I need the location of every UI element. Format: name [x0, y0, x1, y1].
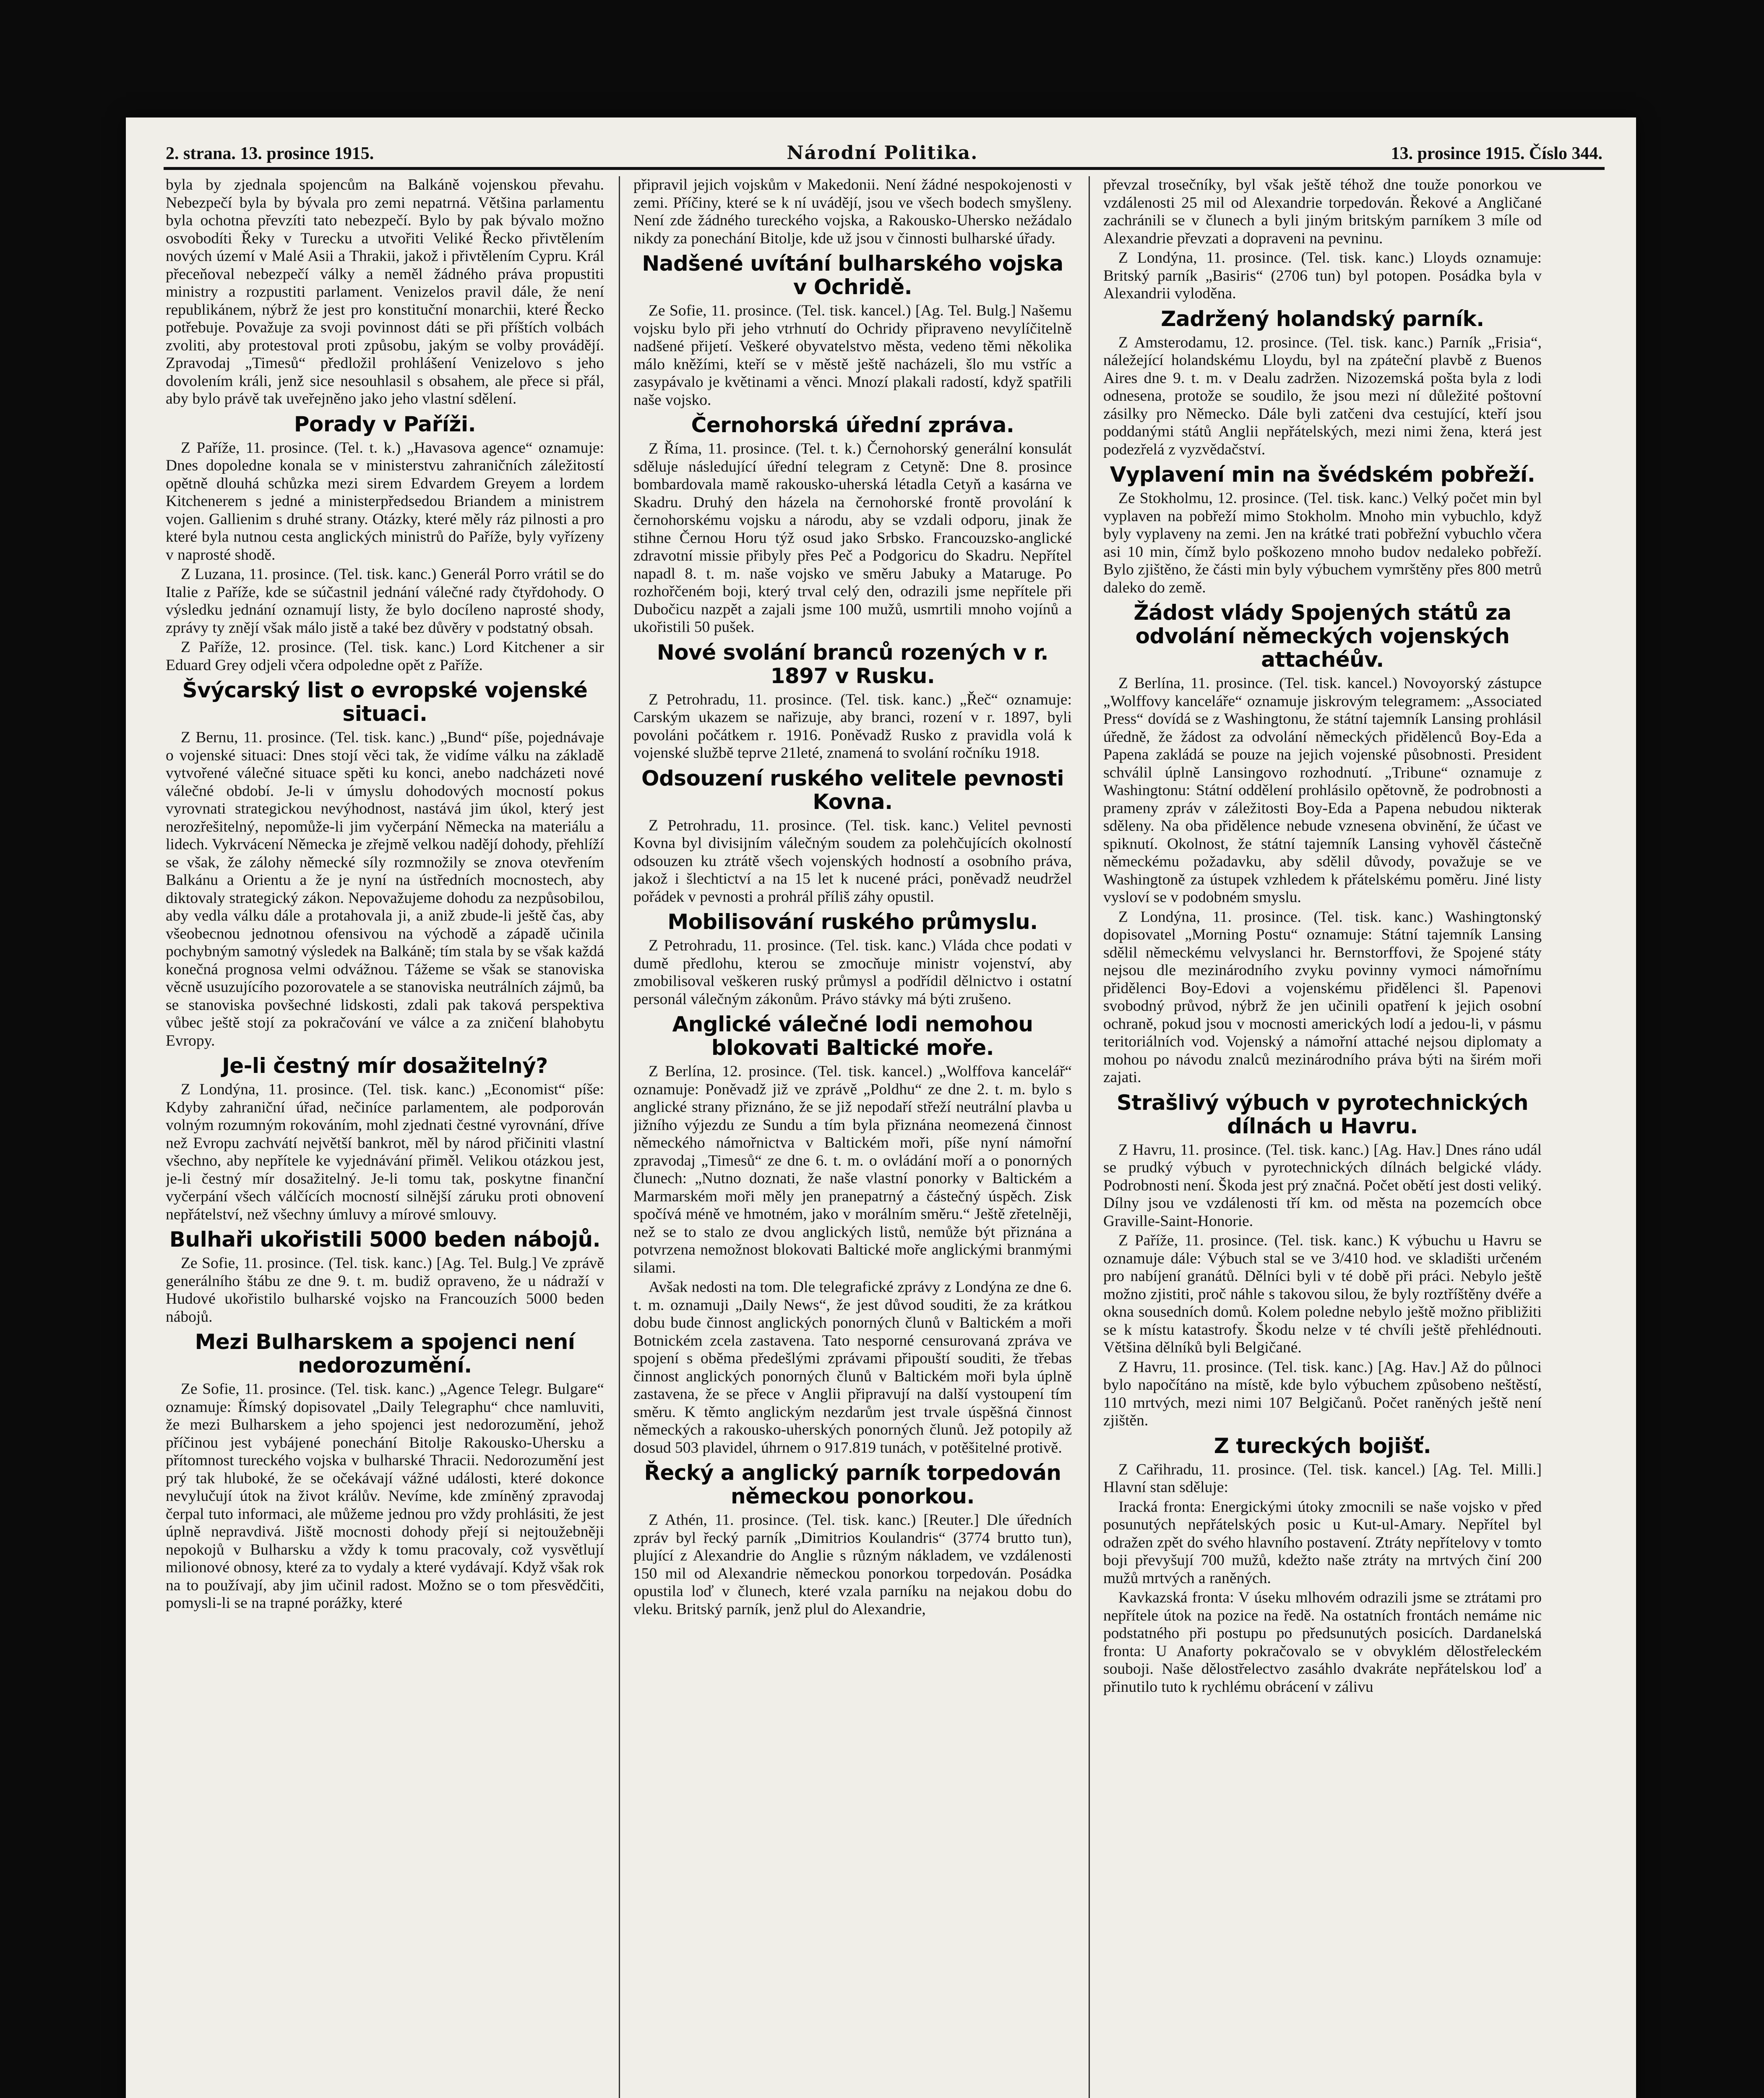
- article-paragraph: Z Berlína, 11. prosince. (Tel. tisk. kancel.) Novoyorský zástupce „Wolffovy kanceláře“ oznamuje jiskrovým telegramem: „Associated Press“ dovídá se z Washingtonu, že státní tajemník Lansing prohlásil úředně, že žádost za odvolání německých přidělenců Boy-Eda a Papena zakládá se pouze na jejich vojenské působnosti. President schválil úplně Lansingovo rozhodnutí. „Tribune“ oznamuje z Washingtonu: Státní oddělení prohlásilo opětovně, že podrobnosti a prameny zpráv v záležitosti Boy-Eda a Papena nebudou nikterak sděleny. Na oba přidělence nebude vznesena obvinění, že účast ve spiknutí. Okolnost, že státní tajemník Lansing vyhověl částečně německému požadavku, aby sdělil důvody, považuje se ve Washingtoně za ústupek vzhledem k přátelskému poměru. Jiné listy vysloví se v podobném smyslu.: [1103, 675, 1542, 906]
- article-paragraph: Kavkazská fronta: V úseku mlhovém odrazili jsme se ztrátami pro nepřítele útok na pozice na ředě. Na ostatních frontách nemáme nic podstatného při postupu po předsunutých posicích. Dardanelská fronta: U Anaforty pokračovalo se v obvyklém dělostřeleckém souboji. Naše dělostřelectvo zasáhlo dvakráte nepřátelskou loď a přinutilo tuto k rychlému obrácení v zálivu: [1103, 1589, 1542, 1696]
- article-paragraph: Z Athén, 11. prosince. (Tel. tisk. kanc.) [Reuter.] Dle úředních zpráv byl řecký parník „Dimitrios Koulandris“ (3774 brutto tun), plující z Alexandrie do Anglie s různým nákladem, ve vzdálenosti 150 mil od Alexandrie německou ponorkou torpedován. Posádka opustila loď v člunech, které vzala parníku na nejakou dobu do vleku. Britský parník, jenž plul do Alexandrie,: [633, 1511, 1072, 1618]
- column-divider: [1089, 176, 1090, 2098]
- masthead-title: Národní Politika.: [787, 142, 978, 164]
- article-paragraph: Z Berlína, 12. prosince. (Tel. tisk. kancel.) „Wolffova kancelář“ oznamuje: Poněvadž již ve zprávě „Poldhu“ ze dne 2. t. m. bylo s anglické strany přiznáno, že se již nepodaří střeží neutrální plavba u jižního výjezdu ze Sundu a tím byla přiznána neomezená činnost německého námořnictva v Baltickém moři, píše nyní námořní zpravodaj „Timesů“ ze dne 6. t. m. o ovládání moří a o ponorných člunech: „Nutno doznati, že naše vlastní ponorky v Baltickém a Marmarském moři měly jen pranepatrný a částečný úspěch. Zisk spočívá méně ve hmotném, jako v morálním směru.“ Ještě zřetelněji, než se to stalo ze dvou anglických listů, nemůže být přiznána a potvrzena nemožnost blokovati Baltické moře anglickými branmými silami.: [633, 1063, 1072, 1276]
- headline: Mobilisování ruského průmyslu.: [667, 910, 1038, 934]
- article-paragraph: Z Cařihradu, 11. prosince. (Tel. tisk. kancel.) [Ag. Tel. Milli.] Hlavní stan sděluje:: [1103, 1461, 1542, 1496]
- article-paragraph: Z Havru, 11. prosince. (Tel. tisk. kanc.) [Ag. Hav.] Dnes ráno udál se prudký výbuch v pyrotechnických dílnách belgické vlády. Podrobnosti není. Škoda jest prý značná. Počet obětí jest dosti veliký. Dílny jsou ve vzdálenosti tří km. od města na pozemcích obce Graville-Saint-Honorie.: [1103, 1141, 1542, 1230]
- article-paragraph: Ze Sofie, 11. prosince. (Tel. tisk. kanc.) „Agence Telegr. Bulgare“ oznamuje: Římský dopisovatel „Daily Telegraphu“ chce namluviti, že mezi Bulharskem a jeho spojenci jest nedorozumění, jehož příčinou jest vybájené ponechání Bitolje Rakousko-Uhersku a přítomnost tureckého vojska v bulharské Thracii. Nedorozumění jest prý tak hluboké, že se očekávají vážné události, které dokonce nevylučují útok na život králův. Nevíme, kde zmíněný zpravodaj čerpal tuto informaci, ale můžeme jednou pro vždy prohlásiti, že jest úplně nepravdivá. Jiště mocnosti dohody přejí si nejtoužebněji nepokojů v Bulharsku a vždy k tomu pracovaly, což vysvětlují milionové obnosy, které za to vydaly a které vydávají. Když však rok na to používají, aby jim učinil radost. Možno se o tom přesvědčiti, pomysli-li se na trapné porážky, které: [166, 1380, 604, 1612]
- article-paragraph: Avšak nedosti na tom. Dle telegrafické zprávy z Londýna ze dne 6. t. m. oznamuji „Daily News“, že jest důvod souditi, že za krátkou dobu bude činnost anglických ponorných člunů v Baltickém a moři Botnickém zcela zastavena. Tato nesporné censurovaná zpráva ve spojení s oběma předešlými zprávami připouští souditi, že třebas činnost anglických ponorných člunů v Baltickém moři byla úplně zastavena, že se přece v Anglii připravují na další vystoupení tím směru. K těmto anglickým nezdarům jest trvale úspěšná činnost německých a rakousko-uherských ponorných člunů. Jež potopily až dosud 503 plavidel, úhrnem o 917.819 tunách, v potěšitelné protivě.: [633, 1279, 1072, 1456]
- article-paragraph: Ze Stokholmu, 12. prosince. (Tel. tisk. kanc.) Velký počet min byl vyplaven na pobřeží mimo Stokholm. Mnoho min vybuchlo, když byly vyplaveny na zemi. Jen na krátké trati pobřežní vybuchlo včera asi 10 min, čímž bylo poškozeno mnoho budov nedaleko pobřeží. Bylo zjištěno, že části min byly výbuchem vymrštěny přes 800 metrů daleko do země.: [1103, 490, 1542, 596]
- headline: Švýcarský list o evropské vojenské situaci.: [182, 678, 588, 726]
- article-paragraph: Iracká fronta: Energickými útoky zmocnili se naše vojsko v před posunutých nepřátelských posic u Kut-ul-Amary. Nepřítel byl odražen zpět do svého hlavního postavení. Ztráty nepřítelovy v tomto boji převyšují 700 mužů, kdežto naše ztráty na mrtvých činí 200 mužů mrtvých a raněných.: [1103, 1498, 1542, 1587]
- headline: Nové svolání branců rozených v r. 1897 v Rusku.: [657, 640, 1049, 688]
- article-paragraph: připravil jejich vojskům v Makedonii. Není žádné nespokojenosti v zemi. Příčiny, které se k ní uvádějí, jsou ve všech bodech smyšleny. Není zde žádného tureckého vojska, a Rakousko-Uhersko nežádalo nikdy za ponechání Bitolje, kde už jsou v činnosti bulharské úřady.: [633, 176, 1072, 247]
- article-paragraph: byla by zjednala spojencům na Balkáně vojenskou převahu. Nebezpečí byla by bývala pro zemi nepatrná. Většina parlamentu byla ochotna převzíti tato nebezpečí. Bylo by pak bývalo možno osvobodíti Řeky v Turecku a utvořiti Veliké Řecko přivtělením nových území v Malé Asii a Thrakii, jakož i přivtělením Cypru. Král přeceňoval nebezpečí války a neměl žádného práva propustiti ministry a rozpustiti parlament. Venizelos pravil dále, že není republikánem, nýbrž že jest pro konstituční monarchii, které Řecko potřebuje. Považuje za svoji povinnost dáti se při příštích volbách zvoliti, aby protestoval proti způsobu, jakým se volby provádějí. Zpravodaj „Timesů“ předložil prohlášení Venizelovo s jeho dovolením králi, jenž sice nesouhlasil s obsahem, ale přece si přál, aby bylo právě tak uveřejněno jako jeho vlastní sdělení.: [166, 176, 604, 407]
- header-right: 13. prosince 1915. Číslo 344.: [1391, 144, 1602, 163]
- column-divider: [619, 176, 620, 2098]
- article-paragraph: Z Havru, 11. prosince. (Tel. tisk. kanc.) [Ag. Hav.] Až do půlnoci bylo napočítáno na místě, kde bylo výbuchem způsobeno neštěstí, 110 mrtvých, mezi nimi 107 Belgičanů. Počet raněných ještě není zjištěn.: [1103, 1358, 1542, 1429]
- article-paragraph: Z Říma, 11. prosince. (Tel. t. k.) Černohorský generální konsulát sděluje následující úřední telegram z Cetyně: Dne 8. prosince bombardovala mamě rakousko-uherská létadla Cetyň a kasárna ve Skadru. Druhý den házela na černohorské frontě provolání k černohorskému vojsku a národu, aby se vzdali odporu, jinak že stihne Černou Horu týž osud jako Srbsko. Francouzsko-anglické zdravotní missie přibyly přes Peč a Podgoricu do Skadru. Nepřítel napadl 8. t. m. naše vojsko ve směru Jabuky a Mataruge. Po rozhořčeném boji, který trval celý den, odrazili jsme nepřítele při Dubočicu nazpět a zajali jsme 100 mužů, usmrtili mnoho vojínů a ukořistili 50 pušek.: [633, 440, 1072, 636]
- headline: Zadržený holandský parník.: [1161, 306, 1484, 331]
- article-paragraph: Z Londýna, 11. prosince. (Tel. tisk. kanc.) Washingtonský dopisovatel „Morning Postu“ oznamuje: Státní tajemník Lansing sdělil německému velvyslanci hr. Bernstorffovi, že Spojené státy nejsou dle mezinárodního zvyku povinny vymoci námořnímu přidělenci Boy-Edovi a vojenskému přidělenci šl. Papenovi svobodný průvod, nýbrž že jen učinili opatření k jejich osobní ochraně, pokud jsou v mocnosti amerických lodí a jedou-li, v pásmu teritoriálních vod. Vojenský a námořní attaché nejsou diplomaty a mohou po návodu znalců mezinárodního práva býti na širém moři zajati.: [1103, 908, 1542, 1086]
- headline: Strašlivý výbuch v pyrotechnických dílnách u Havru.: [1116, 1090, 1529, 1138]
- article-paragraph: Z Luzana, 11. prosince. (Tel. tisk. kanc.) Generál Porro vrátil se do Italie z Paříže, kde se súčastnil jednání válečné rady čtyřdohody. O výsledku jednání oznamují listy, že bylo docíleno naprosté shody, zprávy ty znějí však málo jistě a také bez důvěry v podstatný obsah.: [166, 566, 604, 637]
- headline: Mezi Bulharskem a spojenci není nedorozumění.: [195, 1330, 575, 1378]
- column-2: [633, 176, 1072, 2098]
- page-header: [166, 134, 1602, 164]
- article-paragraph: Z Amsterodamu, 12. prosince. (Tel. tisk. kanc.) Parník „Frisia“, náležející holandskému Lloydu, byl na zpáteční plavbě z Buenos Aires dne 9. t. m. v Dealu zadržen. Nizozemská pošta byla z lodi odnesena, protože se soudilo, že jsou mezi ní důležité poštovní zásilky pro Německo. Dále byli zatčeni dva cestující, kteří jsou poddanými států Anglii nepřátelských, mezi nimi žena, která jest podezřelá z vyzvědačství.: [1103, 334, 1542, 458]
- column-3: [1103, 176, 1542, 2098]
- headline: Anglické válečné lodi nemohou blokovati Baltické moře.: [672, 1012, 1033, 1060]
- headline: Černohorská úřední zpráva.: [691, 413, 1014, 437]
- column-1: [166, 176, 604, 2098]
- article-paragraph: Ze Sofie, 11. prosince. (Tel. tisk. kancel.) [Ag. Tel. Bulg.] Našemu vojsku bylo při jeho vtrhnutí do Ochridy připraveno nevylíčitelně nadšené přijetí. Veškeré obyvatelstvo města, vedeno těmi několika málo kněžími, kteří se v městě ještě nacházeli, šlo mu vstříc a zasypávalo je květinami a věnci. Mnozí plakali radostí, když spatřili naše vojsko.: [633, 302, 1072, 409]
- article-paragraph: Z Paříže, 12. prosince. (Tel. tisk. kanc.) Lord Kitchener a sir Eduard Grey odjeli včera odpoledne opět z Paříže.: [166, 639, 604, 674]
- article-paragraph: Z Petrohradu, 11. prosince. (Tel. tisk. kanc.) Vláda chce podati v dumě předlohu, kterou se zmocňuje ministr vojenství, aby zmobilisoval veškeren ruský průmysl a podřídil dělnictvo i ostatní personál válečným zákonům. Právo stávky má býti zrušeno.: [633, 937, 1072, 1008]
- article-paragraph: Z Londýna, 11. prosince. (Tel. tisk. kanc.) Lloyds oznamuje: Britský parník „Basiris“ (2706 tun) byl potopen. Posádka byla v Alexandrii vyloděna.: [1103, 249, 1542, 302]
- headline: Vyplavení min na švédském pobřeží.: [1110, 462, 1535, 487]
- article-paragraph: Z Petrohradu, 11. prosince. (Tel. tisk. kanc.) Velitel pevnosti Kovna byl divisijním válečným soudem za polehčujících okolností odsouzen ku ztrátě všech vojenských hodností a osobního práva, jakož i šlechtictví a na 15 let k nucené práci, poněvadž neudržel pořádek v pevnosti a prohrál příliš záhy opustil.: [633, 817, 1072, 905]
- article-paragraph: Z Londýna, 11. prosince. (Tel. tisk. kanc.) „Economist“ píše: Kdyby zahraniční úřad, nečiníce parlamentem, ale podporován volným rozumným rokováním, mohl zjednati čestné vyrovnání, dříve než Evropu zachvátí největší bankrot, měl by národ přičiniti vlastní všechno, aby nepřítele ke vyjednávání přiměl. Velikou otázkou jest, je-li čestný mír dosažitelný. Je-li tomu tak, poskytne finanční vyčerpání všech válčících mocností silnější záruku proti obnovení nepřátelství, než všechny úmluvy a mírové smlouvy.: [166, 1081, 604, 1223]
- headline: Bulhaři ukořistili 5000 beden nábojů.: [169, 1227, 601, 1252]
- headline: Nadšené uvítání bulharského vojska v Ochridě.: [642, 251, 1063, 299]
- article-paragraph: Z Paříže, 11. prosince. (Tel. t. k.) „Havasova agence“ oznamuje: Dnes dopoledne konala se v ministerstvu zahraničních záležitostí opětně dlouhá schůzka mezi sirem Edvardem Greyem a lordem Kitchenerem s jedné a ministerpředsedou Briandem a ministrem vojen. Gallienim s druhé strany. Otázky, které měly ráz pilnosti a pro které byla nutnou cesta anglických ministrů do Paříže, byly vyřízeny v naprosté shodě.: [166, 439, 604, 564]
- headline: Je-li čestný mír dosažitelný?: [222, 1054, 548, 1078]
- headline: Z tureckých bojišť.: [1214, 1433, 1431, 1458]
- newspaper-page: [126, 117, 1636, 2098]
- article-paragraph: Z Petrohradu, 11. prosince. (Tel. tisk. kanc.) „Řeč“ oznamuje: Carským ukazem se nařizuje, aby branci, rození v r. 1897, byli povoláni počátkem r. 1916. Poněvadž Rusko z pravidla volá k vojenské službě teprve 21leté, znamená to svolání ročníku 1918.: [633, 691, 1072, 762]
- header-left: 2. strana. 13. prosince 1915.: [166, 144, 374, 163]
- article-paragraph: Z Bernu, 11. prosince. (Tel. tisk. kanc.) „Bund“ píše, pojednávaje o vojenské situaci: Dnes stojí věci tak, že vidíme válku na základě vytvořené válečné situace spěti ku konci, anebo nadcházeti nové válečné období. Je-li v úmyslu dohodových mocností pokus vyrovnati strategickou nevýhodnost, nastává jim úkol, který jest nerozřešitelný, nepomůže-li jim vyčerpání Německa na materiálu a lidech. Vykrvácení Německa je zřejmě velkou nadějí dohody, přehlíží se však, že zálohy německé síly rozmnožily se znova otevřením Balkánu a Orientu a že je nyní na ústředních mocnostech, aby diktovaly strategický zákon. Nepovažujeme dohodu za nezpůsobilou, aby vedla válku dále a protahovala ji, a aniž zbude-li ještě čas, aby všeobecnou jednotnou ofensivou na východě a západě učinila pochybným samotný výsledek na Balkáně; tím stala by se však každá konečná prognosa velmi odvážnou. Tážeme se však se stanoviska věcně usuzujícího pozorovatele a se stanoviska neutrálních zájmů, ba se stanoviska povšechné lidskosti, zdali pak taková perspektiva vůbec ještě stojí za pokračování ve válce a za zničení blahobytu Evropy.: [166, 729, 604, 1049]
- header-rule: [164, 167, 1605, 170]
- headline: Odsouzení ruského velitele pevnosti Kovna.: [641, 766, 1064, 814]
- headline: Porady v Paříži.: [294, 412, 476, 436]
- article-paragraph: převzal trosečníky, byl však ještě téhož dne touže ponorkou ve vzdálenosti 25 mil od Alexandrie torpedován. Řekové a Angličané zachránili se v člunech a byli jiným britským parníkem 3 míle od Alexandrie převzati a dopraveni na pevninu.: [1103, 176, 1542, 247]
- article-paragraph: Z Paříže, 11. prosince. (Tel. tisk. kanc.) K výbuchu u Havru se oznamuje dále: Výbuch stal se ve 3/410 hod. ve skladišti určeném pro nabíjení granátů. Dělníci byli v té době při práci. Nebylo ještě možno zjistiti, proč náhle s takovou silou, že byly roztříštěny dvéře a okna sousedních domů. Kolem poledne nebylo ještě možno přibližiti se k místu katastrofy. Škodu nelze v té chvíli ještě přehlédnouti. Většina dělníků byli Belgičané.: [1103, 1232, 1542, 1356]
- article-paragraph: Ze Sofie, 11. prosince. (Tel. tisk. kanc.) [Ag. Tel. Bulg.] Ve zprávě generálního štábu ze dne 9. t. m. budiž opraveno, že u nádraží v Hudové ukořistilo bulharské vojsko na Francouzích 5000 beden nábojů.: [166, 1255, 604, 1326]
- headline: Řecký a anglický parník torpedován německou ponorkou.: [644, 1461, 1061, 1508]
- headline: Žádost vlády Spojených států za odvolání německých vojenských attachéův.: [1133, 600, 1511, 672]
